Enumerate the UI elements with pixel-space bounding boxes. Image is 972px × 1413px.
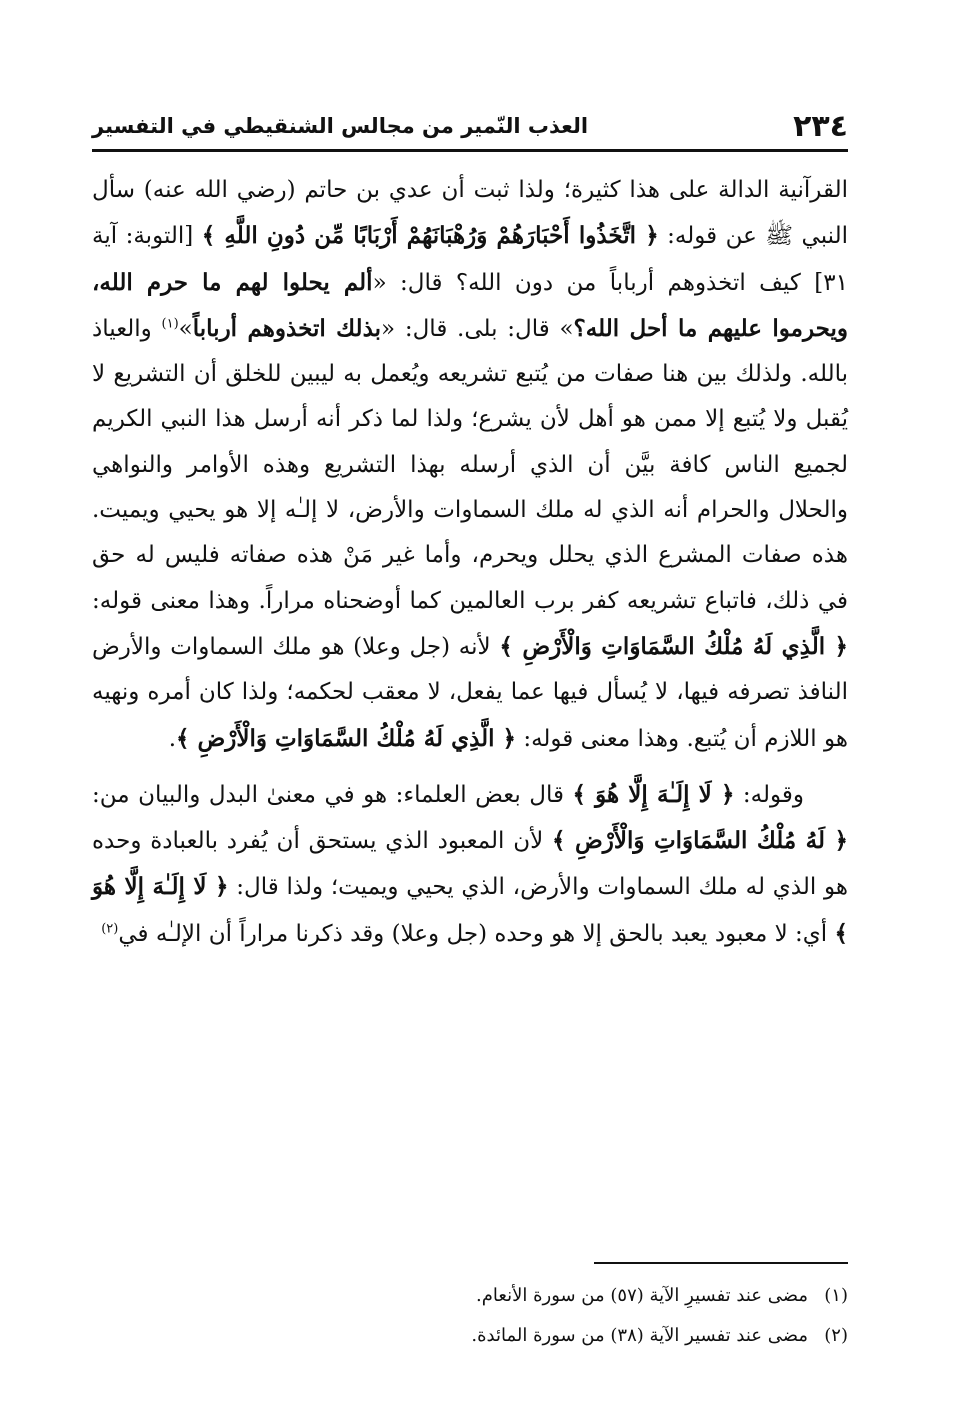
text-segment: لأنه (جل وعلا) هو ملك السماوات والأرض النافذ تصرفه فيها، لا يُسأل فيها عما يفعل، لا معقب لحكمه؛ ولذا كان أمره ونهيه هو اللازم أن يُتبع. وهذا معنى قوله: [92, 633, 848, 752]
quran-verse: ﴿ اتَّخَذُوا أَحْبَارَهُمْ وَرُهْبَانَهُمْ أَرْبَابًا مِّن دُونِ اللَّهِ ﴾ [201, 222, 659, 250]
paragraph [92, 772, 848, 957]
footnote [92, 1276, 848, 1316]
footnote-reference: (٢) [101, 921, 119, 937]
text-segment: » [178, 315, 193, 342]
footnote-divider [594, 1262, 848, 1264]
footnote-text: مضى عند تفسيرِ الآية (٥٧) من سورة الأنعام. [476, 1285, 808, 1306]
text-segment: القرآنية الدالة على هذا كثيرة؛ ولذا ثبت أن عدي بن حاتم (رضي الله عنه) سأل النبي ﷺ عن قوله: [92, 177, 848, 250]
quran-verse: ﴿ الَّذِي لَهُ مُلْكُ السَّمَاوَاتِ وَالْأَرْضِ ﴾ [176, 724, 517, 752]
footnote [92, 1316, 848, 1356]
footnote-number: (٢) [824, 1325, 848, 1346]
paragraph [92, 168, 848, 762]
hadith-quote: ألم يحلوا لهم ما حرم الله، ويحرموا عليهم ما أحل الله؟ [92, 268, 848, 342]
header-divider [92, 149, 848, 152]
text-segment: لأن المعبود الذي يستحق أن يُفرد بالعبادة وحده هو الذي له ملك السماوات والأرض، الذي يحيي ويميت؛ ولذا قال: [92, 828, 849, 901]
text-segment: وقوله: [734, 781, 804, 808]
text-segment: [التوبة: آية ٣١] كيف اتخذوهم أرباباً من دون الله؟ قال: « [92, 223, 848, 296]
text-segment: » قال: بلى. قال: « [381, 315, 574, 342]
footnote-text: مضى عند تفسير الآية (٣٨) من سورة المائدة. [471, 1325, 808, 1346]
quran-verse: ﴿ الَّذِي لَهُ مُلْكُ السَّمَاوَاتِ وَالْأَرْضِ ﴾ [499, 632, 849, 660]
main-text [92, 168, 848, 957]
footnote-reference: (١) [161, 316, 179, 332]
text-segment: والعياذ بالله. ولذلك بين هنا صفات من يُتبع تشريعه ويُعمل به ليبين للخلق أن التشريع لا يُقبل ولا يُتبع إلا ممن هو أهل لأن يشرع؛ ولذا لما ذكر أنه أرسل هذا النبي الكريم لجميع الناس كافة بيَّن أن الذي أرسله بهذا التشريع وهذه الأوامر والنواهي والحلال والحرام أنه الذي له ملك السماوات والأرض، لا إلـٰه إلا هو يحيي ويميت. هذه صفات المشرع الذي يحلل ويحرم، وأما غير مَنْ هذه صفاته فليس له حق في ذلك، فاتباع تشريعه كفر برب العالمين كما أوضحناه مراراً. وهذا معنى قوله: [92, 315, 848, 614]
hadith-quote: بذلك اتخذوهم أرباباً [192, 314, 382, 342]
running-title: العذب النّمير من مجالس الشنقيطي في التفسير [92, 114, 589, 138]
text-segment: . [168, 725, 176, 752]
quran-verse: ﴿ لَهُ مُلْكُ السَّمَاوَاتِ وَالْأَرْضِ ﴾ [552, 827, 848, 855]
quran-verse: ﴿ لَا إِلَـٰهَ إِلَّا هُوَ ﴾ [92, 873, 848, 947]
footnotes [92, 1276, 848, 1356]
text-segment: أي: لا معبود يعبد بالحق إلا هو وحده (جل وعلا) وقد ذكرنا مراراً أن الإلـٰه في [118, 920, 835, 947]
text-segment: قال بعض العلماء: هو في معنىٰ البدل والبيان من: [92, 781, 573, 808]
page-header [92, 108, 848, 144]
quran-verse: ﴿ لَا إِلَـٰهَ إِلَّا هُوَ ﴾ [572, 780, 735, 808]
page-number: ٢٣٤ [793, 108, 848, 144]
footnote-number: (١) [824, 1285, 848, 1306]
